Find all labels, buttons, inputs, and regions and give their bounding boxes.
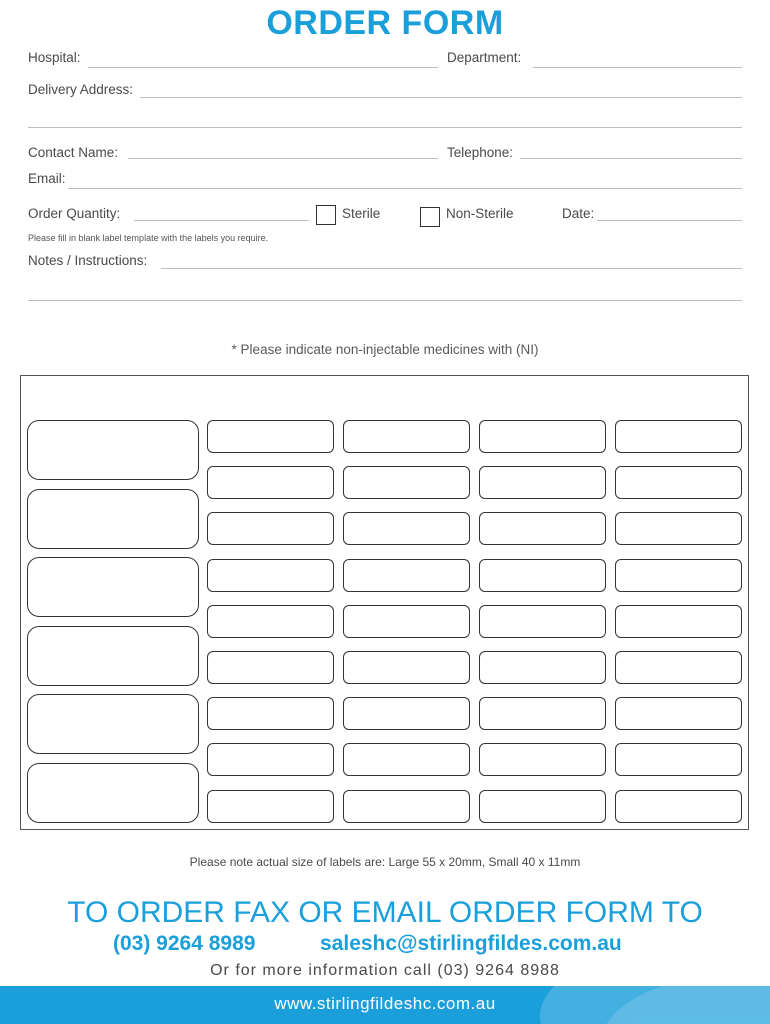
small-label-slot[interactable] [479,466,606,499]
small-label-slot[interactable] [207,743,334,776]
email-label: Email: [28,171,66,186]
small-label-slot[interactable] [343,466,470,499]
notes-field-2[interactable] [28,300,742,301]
small-label-slot[interactable] [615,466,742,499]
small-label-slot[interactable] [615,420,742,453]
delivery-address-field-2[interactable] [28,127,742,128]
telephone-field[interactable] [520,158,742,159]
order-quantity-field[interactable] [134,220,309,221]
small-label-slot[interactable] [479,743,606,776]
non-sterile-label: Non-Sterile [446,206,514,221]
small-label-slot[interactable] [343,697,470,730]
small-label-slot[interactable] [207,420,334,453]
footer-bar [0,986,770,1024]
small-label-slot[interactable] [207,512,334,545]
small-label-slot[interactable] [479,605,606,638]
large-label-slot[interactable] [27,420,199,480]
small-label-slot[interactable] [479,512,606,545]
small-label-slot[interactable] [479,697,606,730]
small-label-slot[interactable] [479,651,606,684]
small-label-slot[interactable] [343,743,470,776]
hospital-label: Hospital: [28,50,81,65]
more-info-text: Or for more information call (03) 9264 8988 [210,962,560,979]
small-label-slot[interactable] [207,697,334,730]
large-label-slot[interactable] [27,763,199,823]
order-quantity-label: Order Quantity: [28,206,121,221]
small-label-slot[interactable] [343,605,470,638]
small-label-slot[interactable] [207,559,334,592]
fill-instructions: Please fill in blank label template with the labels you require. [28,233,269,243]
small-label-slot[interactable] [615,559,742,592]
non-injectable-note: * Please indicate non-injectable medicines with (NI) [231,342,539,357]
email-field[interactable] [68,188,742,189]
contact-name-label: Contact Name: [28,145,119,160]
sterile-label: Sterile [342,206,381,221]
small-label-slot[interactable] [343,420,470,453]
hospital-field[interactable] [88,67,438,68]
small-label-slot[interactable] [479,559,606,592]
order-cta-heading: TO ORDER FAX OR EMAIL ORDER FORM TO [67,896,703,929]
small-label-slot[interactable] [615,605,742,638]
small-label-slot[interactable] [207,605,334,638]
large-label-slot[interactable] [27,489,199,549]
small-label-slot[interactable] [615,743,742,776]
small-label-slot[interactable] [207,651,334,684]
small-label-slot[interactable] [479,790,606,823]
small-label-slot[interactable] [615,512,742,545]
small-label-slot[interactable] [343,559,470,592]
small-label-slot[interactable] [615,790,742,823]
small-label-slot[interactable] [615,651,742,684]
notes-label: Notes / Instructions: [28,253,148,268]
small-label-slot[interactable] [207,466,334,499]
website-link[interactable]: www.stirlingfildeshc.com.au [274,994,496,1013]
delivery-address-field[interactable] [140,97,742,98]
contact-name-field[interactable] [128,158,438,159]
department-label: Department: [447,50,522,65]
label-sizes-note: Please note actual size of labels are: Large 55 x 20mm, Small 40 x 11mm [189,855,581,869]
telephone-label: Telephone: [447,145,514,160]
small-label-slot[interactable] [343,512,470,545]
large-label-slot[interactable] [27,694,199,754]
large-label-slot[interactable] [27,626,199,686]
small-label-slot[interactable] [615,697,742,730]
date-field[interactable] [597,220,742,221]
order-email[interactable]: saleshc@stirlingfildes.com.au [320,932,622,955]
non-sterile-checkbox[interactable] [420,207,440,227]
small-label-slot[interactable] [479,420,606,453]
delivery-address-label: Delivery Address: [28,82,134,97]
notes-field[interactable] [161,268,742,269]
large-label-slot[interactable] [27,557,199,617]
small-label-slot[interactable] [207,790,334,823]
small-label-slot[interactable] [343,651,470,684]
department-field[interactable] [533,67,742,68]
fax-number: (03) 9264 8989 [113,932,256,955]
small-label-slot[interactable] [343,790,470,823]
form-title: ORDER FORM [266,4,504,42]
label-template-sheet [20,375,749,830]
date-label: Date: [562,206,595,221]
sterile-checkbox[interactable] [316,205,336,225]
